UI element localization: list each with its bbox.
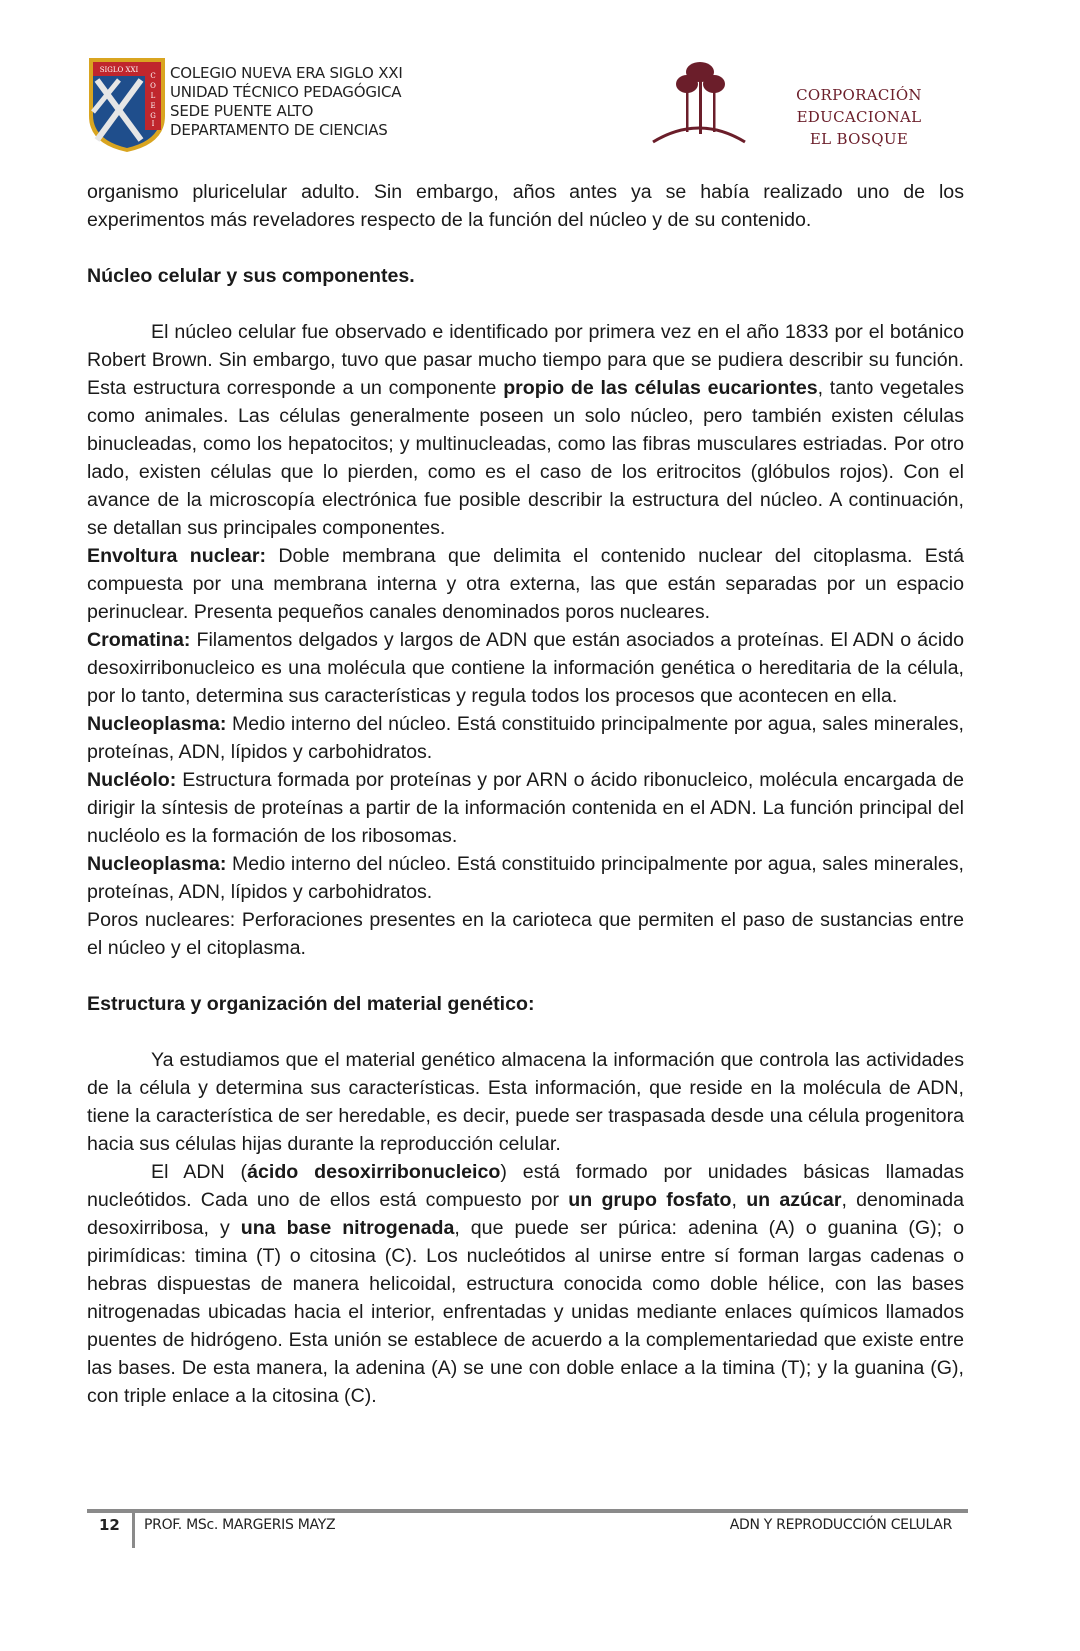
component-poros: Poros nucleares: Perforaciones presentes en la carioteca que permiten el paso de sustancias entre el núcleo y el citoplasma. <box>87 909 964 959</box>
intro-paragraph: organismo pluricelular adulto. Sin embargo, años antes ya se había realizado uno de los experimentos más reveladores respecto de la función del núcleo y de su contenido. <box>87 181 964 231</box>
school-department: DEPARTAMENTO DE CIENCIAS <box>170 121 388 139</box>
school-info <box>170 64 403 140</box>
school-campus: SEDE PUENTE ALTO <box>170 102 314 120</box>
svg-text:C: C <box>150 72 156 80</box>
svg-text:I: I <box>151 120 155 128</box>
component-cromatina: Cromatina: Filamentos delgados y largos de ADN que están asociados a proteínas. El ADN o ácido desoxirribonucleico es una molécula que contiene la información genética o hereditaria de la célula, por lo tanto, determina sus características y regula todos los procesos que acontecen en ella. <box>87 629 964 707</box>
section-heading-nucleus: Núcleo celular y sus componentes. <box>87 265 415 287</box>
footer-vertical-divider <box>132 1512 135 1548</box>
genetic-paragraph-1: Ya estudiamos que el material genético almacena la información que controla las actividades de la célula y determina sus características. Esta información, que reside en la molécula de ADN, tiene la característica de ser heredable, es decir, puede ser traspasada desde una célula progenitora hacia sus células hijas durante la reproducción celular. <box>87 1049 964 1155</box>
component-nucleolo: Nucléolo: Estructura formada por proteínas y por ARN o ácido ribonucleico, molécula encargada de dirigir la síntesis de proteínas a partir de la información contenida en el ADN. La función principal del nucléolo es la formación de los ribosomas. <box>87 769 964 847</box>
component-nucleoplasma-repeat: Nucleoplasma: Medio interno del núcleo. Está constituido principalmente por agua, sales minerales, proteínas, ADN, lípidos y carbohidratos. <box>87 853 964 903</box>
footer-document-title: ADN Y REPRODUCCIÓN CELULAR <box>729 1517 952 1533</box>
document-body <box>87 178 964 1410</box>
component-envoltura: Envoltura nuclear: Doble membrana que delimita el contenido nuclear del citoplasma. Está compuesta por una membrana interna y otra externa, las que están separadas por un espacio perinuclear. Presenta pequeños canales denominados poros nucleares. <box>87 545 965 623</box>
corp-line2: EL BOSQUE <box>809 130 909 148</box>
component-nucleoplasma: Nucleoplasma: Medio interno del núcleo. Está constituido principalmente por agua, sales minerales, proteínas, ADN, lípidos y carbohidratos. <box>87 713 964 763</box>
svg-text:L: L <box>150 92 156 100</box>
footer-author: PROF. MSc. MARGERIS MAYZ <box>144 1517 336 1533</box>
school-crest-logo <box>87 56 167 154</box>
school-unit: UNIDAD TÉCNICO PEDAGÓGICA <box>170 83 402 101</box>
svg-text:G: G <box>150 112 156 120</box>
nucleus-paragraph: El núcleo celular fue observado e identificado por primera vez en el año 1833 por el botánico Robert Brown. Sin embargo, tuvo que pasar mucho tiempo para que se pudiera describir su función. Esta estructura corresponde a un componente propio de las células eucariontes, tanto vegetales como animales. Las células generalmente poseen un solo núcleo, pero también existen células binucleadas, como los hepatocitos; y multinucleadas, como las fibras musculares estriadas. Por otro lado, existen células que lo pierden, como es el caso de los eritrocitos (glóbulos rojos). Con el avance de la microscopía electrónica fue posible describir la estructura del núcleo. A continuación, se detallan sus principales componentes. <box>87 321 964 539</box>
svg-text:O: O <box>150 82 156 90</box>
page-number: 12 <box>99 1516 120 1534</box>
corporation-name <box>739 84 979 150</box>
school-name: COLEGIO NUEVA ERA SIGLO XXI <box>170 64 403 82</box>
section-heading-genetic-material: Estructura y organización del material genético: <box>87 993 535 1015</box>
genetic-paragraph-2: El ADN (ácido desoxirribonucleico) está formado por unidades básicas llamadas nucleótidos. Cada uno de ellos está compuesto por un grupo fosfato, un azúcar, denominada desoxirribosa, y una base nitrogenada, que puede ser púrica: adenina (A) o guanina (G); o pirimídicas: timina (T) o citosina (C). Los nucleótidos al unirse entre sí forman largas cadenas o hebras dispuestas de manera helicoidal, estructura conocida como doble hélice, con las bases nitrogenadas ubicadas hacia el interior, enfrentadas y unidas mediante enlaces químicos llamados puentes de hidrógeno. Esta unión se establece de acuerdo a la complementariedad que existe entre las bases. De esta manera, la adenina (A) se une con doble enlace a la timina (T); y la guanina (G), con triple enlace a la citosina (C). <box>87 1161 964 1407</box>
footer-divider <box>87 1509 968 1513</box>
crest-text-top: SIGLO XXI <box>99 66 139 74</box>
page-header <box>84 54 964 164</box>
svg-text:E: E <box>150 102 156 110</box>
corp-line1: CORPORACIÓN EDUCACIONAL <box>796 86 922 126</box>
